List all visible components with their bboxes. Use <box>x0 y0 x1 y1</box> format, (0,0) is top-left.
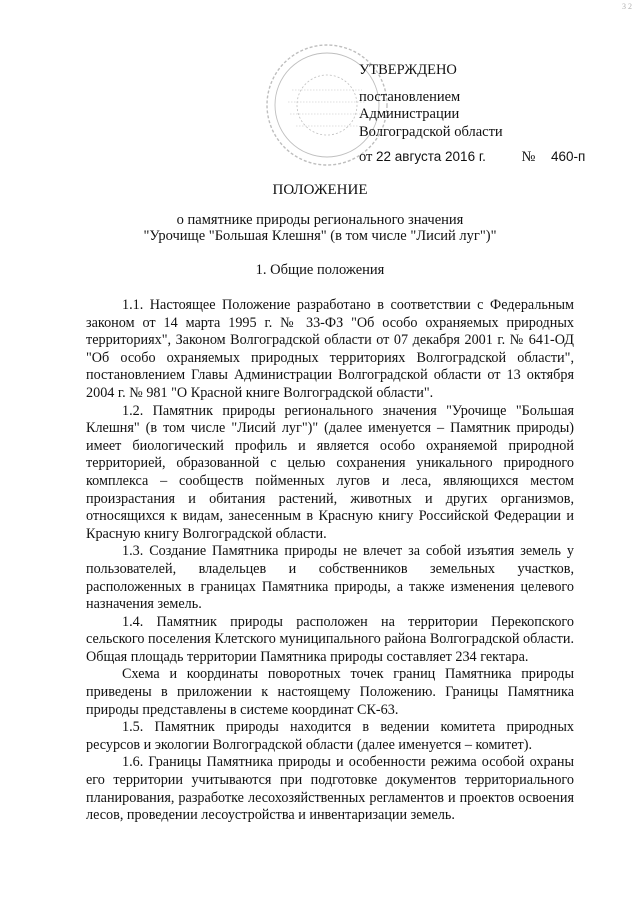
subtitle-line-1: о памятнике природы регионального значения <box>176 212 464 228</box>
date-prefix: от <box>359 149 373 165</box>
document-number: 460-п <box>550 149 586 164</box>
paragraph-1-1: 1.1. Настоящее Положение разработано в соответствии с Федеральным законом от 14 марта 1995 г. № 33-ФЗ "Об особо охраняемых природных территориях", Законом Волгоградской области от 07 декабря 2001 г. № 641-ОД "Об особо охраняемых природных территориях Волгоградской области", постановлением Главы Администрации Волгоградской области от 13 октября 2004 г. № 981 "О Красной книге Волгоградской области". <box>86 297 574 401</box>
number-label: № <box>521 149 536 165</box>
paragraph-scheme: Схема и координаты поворотных точек границ Памятника природы приведены в приложении к настоящему Положению. Границы Памятника природы представлены в системе координат СК-63. <box>86 666 574 718</box>
page-number: 3 2 <box>622 2 632 11</box>
paragraph-1-3: 1.3. Создание Памятника природы не влечет за собой изъятия земель у пользователей, владельцев и собственников земельных участков, расположенных в границах Памятника природы, а также изменения целевого назначения земель. <box>86 543 574 613</box>
paragraph-1-5: 1.5. Памятник природы находится в ведении комитета природных ресурсов и экологии Волгоградской области (далее именуется – комитет). <box>86 719 574 753</box>
approved-label: УТВЕРЖДЕНО <box>359 62 457 78</box>
approval-block <box>359 62 629 167</box>
paragraph-1-4: 1.4. Памятник природы расположен на территории Перекопского сельского поселения Клетского муниципального района Волгоградской области. Общая площадь территории Памятника природы составляет 234 гектара. <box>86 613 574 665</box>
section-heading: 1. Общие положения <box>255 262 385 278</box>
date-value: 22 августа 2016 г. <box>376 149 486 164</box>
approval-line-administration: Администрации <box>359 106 460 122</box>
document-subtitle <box>0 212 640 244</box>
body-text <box>86 297 574 825</box>
approval-line-region: Волгоградской области <box>359 123 503 140</box>
approval-line-decree: постановлением <box>359 88 461 105</box>
paragraph-1-6: 1.6. Границы Памятника природы и особенности режима особой охраны его территории учитываются при подготовке документов территориального планирования, разработке лесохозяйственных регламентов и проектов освоения лесов, проведении лесоустройства и инвентаризации земель. <box>86 754 574 824</box>
approval-date-row <box>359 148 629 167</box>
subtitle-line-2: "Урочище "Большая Клешня" (в том числе "Лисий луг")" <box>143 228 497 244</box>
paragraph-1-2: 1.2. Памятник природы регионального значения "Урочище "Большая Клешня" (в том числе "Лисий луг")" (далее именуется – Памятник природы) имеет биологический профиль и является особо охраняемой природной территорией, образованной с целью сохранения уникального природного комплекса – сообществ пойменных лугов и леса, являющихся местом произрастания и обитания растений, животных и других организмов, относящихся к видам, занесенным в Красную книгу Российской Федерации и Красную книгу Волгоградской области. <box>86 402 574 542</box>
document-title: ПОЛОЖЕНИЕ <box>272 182 368 198</box>
